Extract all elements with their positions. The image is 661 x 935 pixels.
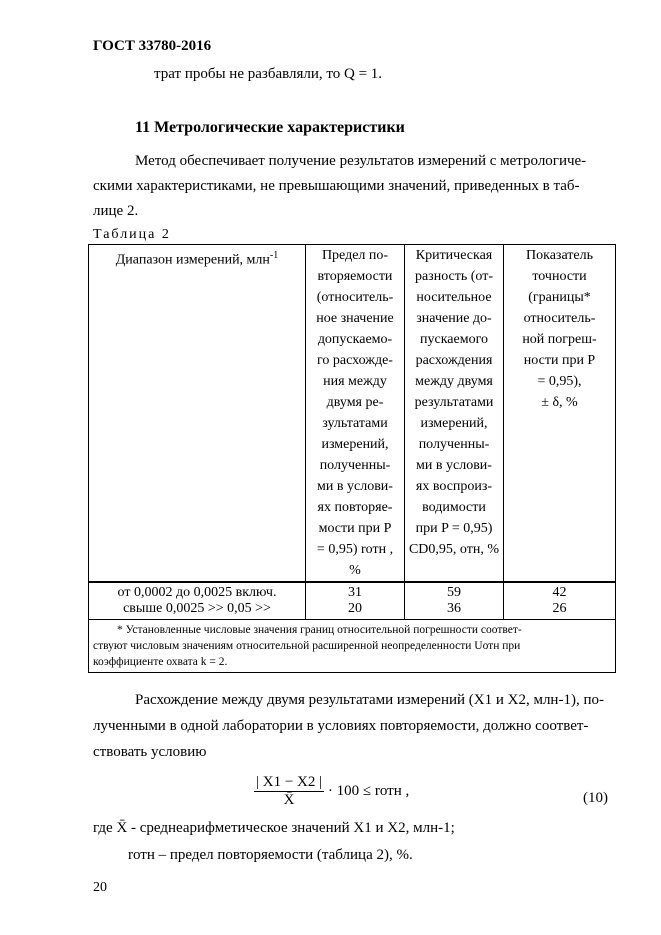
header-line: измерений, [321, 437, 389, 452]
formula-rest: · 100 ≤ rотн , [327, 782, 410, 799]
formula-fraction [254, 774, 324, 809]
header-line: = 0,95), [537, 374, 582, 389]
document-header: ГОСТ 33780-2016 [93, 38, 212, 54]
formula-denominator: X̄ [283, 792, 295, 808]
header-line: ми в услови- [317, 479, 393, 494]
formula-numerator: | X1 − X2 | [256, 774, 323, 790]
header-line: значение до- [416, 311, 492, 326]
header-line: вторяемости [317, 269, 393, 284]
cell-cd: 36 [405, 601, 504, 620]
section-title: 11 Метрологические характеристики [135, 119, 405, 136]
header-line: Показатель [526, 248, 593, 263]
header-line: % [349, 563, 361, 578]
header-line: го расхожде- [317, 353, 393, 368]
header-reproducibility [405, 245, 504, 583]
header-line: ния между [323, 374, 387, 389]
header-line: водимости [422, 500, 486, 515]
header-line: относитель- [523, 311, 596, 326]
header-range [89, 245, 306, 583]
header-range-text: Диапазон измерений, млн [115, 252, 270, 268]
cell-range: от 0,0002 до 0,0025 включ. [89, 582, 306, 601]
page-number: 20 [93, 880, 107, 895]
table-row [89, 601, 616, 620]
cell-r: 20 [306, 601, 405, 620]
header-line: допускаемо- [317, 332, 393, 347]
table-caption: Таблица 2 [93, 227, 171, 242]
header-line: расхождения [415, 353, 493, 368]
header-line: ности при P [523, 353, 596, 368]
header-line: результатами [414, 395, 494, 410]
header-line: ное значение [316, 311, 394, 326]
header-line: ях воспроиз- [415, 479, 493, 494]
header-line: = 0,95) rотн , [316, 542, 394, 557]
para2-line3: ствовать условию [93, 744, 207, 760]
table-footnote [89, 620, 616, 673]
header-line: пускаемого [420, 332, 488, 347]
header-line: Предел по- [321, 248, 389, 263]
cell-r: 31 [306, 582, 405, 601]
para2-line1: Расхождение между двумя результатами измерений (X1 и X2, млн-1), по- [135, 692, 604, 708]
para2-line2: лученными в одной лаборатории в условиях повторяемости, должно соответ- [93, 718, 589, 734]
header-line: полученны- [418, 437, 490, 452]
equation-number: (10) [583, 790, 608, 806]
where-line2: rотн – предел повторяемости (таблица 2), %. [128, 847, 413, 863]
para1-line2: скими характеристиками, не превышающими значений, приведенных в таб- [93, 178, 580, 194]
header-repeatability [306, 245, 405, 583]
para1-line3: лице 2. [93, 203, 139, 219]
intro-line: трат пробы не разбавляли, то Q = 1. [154, 66, 383, 82]
header-line: носительное [416, 290, 492, 305]
header-line: (относитель- [316, 290, 394, 305]
header-line: при P = 0,95) [415, 521, 493, 536]
header-line: ной погреш- [522, 332, 597, 347]
header-line: двумя ре- [326, 395, 384, 410]
header-line: ях повторяе- [317, 500, 393, 515]
where-line1: где X̄ - среднеарифметическое значений X1 и X2, млн-1; [93, 820, 455, 836]
header-line: (границы* [528, 290, 591, 305]
para1-line1: Метод обеспечивает получение результатов измерений с метрологиче- [135, 153, 587, 169]
cell-delta: 26 [504, 601, 616, 620]
header-range-sup: -1 [269, 250, 279, 261]
header-line: разность (от- [414, 269, 494, 284]
header-line: зультатами [322, 416, 388, 431]
header-line: мости при P [318, 521, 392, 536]
header-line: ми в услови- [416, 458, 492, 473]
header-line: точности [532, 269, 587, 284]
header-line: между двумя [415, 374, 493, 389]
header-line: CD0,95, отн, % [408, 542, 500, 557]
header-line: ± δ, % [541, 395, 578, 410]
table-header-row [89, 245, 616, 583]
header-line: полученны- [319, 458, 391, 473]
header-accuracy [504, 245, 616, 583]
formula [254, 774, 409, 809]
metrology-table [88, 244, 616, 673]
header-line: Критическая [415, 248, 493, 263]
footnote-line3: коэффициенте охвата k = 2. [93, 656, 228, 668]
cell-range: свыше 0,0025 >> 0,05 >> [89, 601, 306, 620]
header-line: измерений, [420, 416, 488, 431]
cell-delta: 42 [504, 582, 616, 601]
table-row [89, 582, 616, 601]
table-footnote-row [89, 620, 616, 673]
cell-cd: 59 [405, 582, 504, 601]
footnote-line2: ствуют числовым значениям относительной расширенной неопределенности Uотн при [93, 640, 521, 652]
footnote-line1: * Установленные числовые значения границ относительной погрешности соответ- [117, 624, 522, 636]
